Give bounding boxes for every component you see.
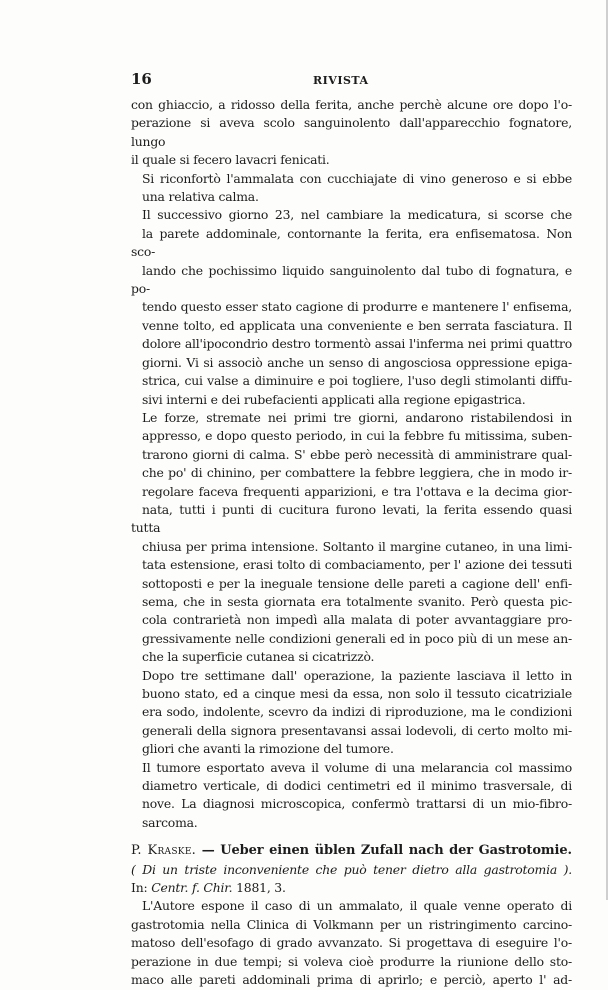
text-line: Le forze, stremate nei primi tre giorni, andarono ristabilendosi in bbox=[142, 409, 572, 425]
text-line: Il tumore esportato aveva il volume di una melarancia col massimo bbox=[142, 759, 572, 775]
text-line: sema, che in sesta giornata era totalmente svanito. Però questa pic- bbox=[142, 593, 572, 609]
text-line: nata, tutti i punti di cucitura furono levati, la ferita essendo quasi tutta bbox=[131, 501, 572, 536]
text-line: tata estensione, erasi tolto di combaciamento, per l' azione dei tessuti bbox=[142, 557, 572, 573]
abstract-title-italian-line bbox=[131, 861, 572, 879]
abstract-dash: — bbox=[196, 843, 221, 859]
running-header bbox=[131, 70, 572, 96]
abstract-title-german: Ueber einen üblen Zufall nach der Gastrotomie. bbox=[220, 843, 572, 859]
text-line: strica, cui valse a diminuire e poi togliere, l'uso degli stimolanti diffu- bbox=[142, 373, 572, 389]
abstract-author: P. Kraske. bbox=[131, 843, 197, 859]
text-line: gressivamente nelle condizioni generali ed in poco più di un mese an- bbox=[142, 630, 572, 646]
abstract-source-line bbox=[131, 879, 572, 897]
text-line: venne tolto, ed applicata una conveniente e ben serrata fasciatura. Il bbox=[142, 317, 572, 333]
text-line: che la superficie cutanea si cicatrizzò. bbox=[142, 649, 375, 665]
text-line: una relativa calma. bbox=[142, 189, 259, 205]
text-line: la parete addominale, contornante la ferita, era enfisematosa. Non sco- bbox=[131, 225, 572, 260]
body-paragraph bbox=[131, 759, 572, 833]
text-line: sarcoma. bbox=[142, 814, 198, 830]
text-line: matoso dell'esofago di grado avvanzato. Si progettava di eseguire l'o- bbox=[131, 935, 572, 951]
text-line: generali della signora presentavansi assai lodevoli, di certo molto mi- bbox=[142, 722, 572, 738]
text-line: regolare faceva frequenti apparizioni, e tra l'ottava e la decima gior- bbox=[142, 483, 572, 499]
text-line: gliori che avanti la rimozione del tumore. bbox=[142, 741, 394, 757]
abstract-source-journal: Centr. f. Chir. bbox=[151, 880, 233, 896]
text-line: gastrotomia nella Clinica di Volkmann per un ristringimento carcino- bbox=[131, 916, 572, 932]
body-paragraph bbox=[131, 667, 572, 759]
text-line: sivi interni e dei rubefacienti applicati alla regione epigastrica. bbox=[142, 391, 526, 407]
text-line: tendo questo esser stato cagione di produrre e mantenere l' enfisema, bbox=[142, 299, 572, 315]
text-line: Dopo tre settimane dall' operazione, la paziente lasciava il letto in bbox=[142, 667, 572, 683]
body-text bbox=[131, 96, 572, 832]
text-line: giorni. Vi si associò anche un senso di angosciosa oppressione epiga- bbox=[142, 354, 572, 370]
text-line: cola contrarietà non impedì alla malata di poter avvantaggiare pro- bbox=[142, 612, 572, 628]
text-line: Si riconfortò l'ammalata con cucchiajate di vino generoso e si ebbe bbox=[142, 170, 572, 186]
text-line: maco alle pareti addominali prima di aprirlo; e perciò, aperto l' ad- bbox=[131, 972, 572, 988]
text-line: il quale si fecero lavacri fenicati. bbox=[131, 152, 330, 168]
abstract-body bbox=[131, 897, 572, 989]
text-line: Il successivo giorno 23, nel cambiare la medicatura, si scorse che bbox=[142, 207, 572, 223]
text-line: buono stato, ed a cinque mesi da essa, non solo il tessuto cicatriziale bbox=[142, 686, 572, 701]
text-line: che po' di chinino, per combattere la febbre leggiera, che in modo ir- bbox=[142, 465, 572, 481]
text-line: trarono giorni di calma. S' ebbe però necessità di amministrare qual- bbox=[142, 446, 572, 462]
body-paragraph bbox=[131, 170, 572, 207]
text-line: L'Autore espone il caso di un ammalato, il quale venne operato di bbox=[142, 898, 572, 914]
abstract-source-detail: 1881, 3. bbox=[232, 880, 286, 896]
text-line: perazione si aveva scolo sanguinolento dall'apparecchio fognatore, lungo bbox=[131, 115, 572, 149]
text-line: diametro verticale, di dodici centimetri ed il minimo trasversale, di bbox=[142, 778, 572, 794]
text-line: chiusa per prima intensione. Soltanto il margine cutaneo, in una limi- bbox=[142, 538, 572, 554]
text-line: con ghiaccio, a ridosso della ferita, anche perchè alcune ore dopo l'o- bbox=[131, 97, 572, 112]
body-paragraph bbox=[131, 96, 572, 170]
book-page bbox=[131, 70, 572, 990]
page-number: 16 bbox=[131, 70, 152, 88]
abstract-citation-line bbox=[131, 842, 572, 860]
text-line: perazione in due tempi; si voleva cioè produrre la riunione dello sto- bbox=[131, 953, 572, 969]
text-line: era sodo, indolente, scevro da indizi di riproduzione, ma le condizioni bbox=[142, 704, 572, 720]
abstract-header bbox=[131, 842, 572, 897]
text-line: sottoposti e per la ineguale tensione delle pareti a cagione dell' enfi- bbox=[142, 575, 572, 591]
text-line: nove. La diagnosi microscopica, confermò trattarsi di un mio-fibro- bbox=[142, 796, 572, 812]
body-paragraph bbox=[131, 206, 572, 408]
text-line: lando che pochissimo liquido sanguinolento dal tubo di fognatura, e po- bbox=[131, 262, 572, 297]
body-paragraph bbox=[131, 409, 572, 667]
abstract-title-italian: ( Di un triste inconveniente che può tener dietro alla gastrotomia ). bbox=[131, 861, 572, 877]
text-line: dolore all'ipocondrio destro tormentò assai l'inferma nei primi quattro bbox=[142, 336, 572, 352]
abstract-source-prefix: In: bbox=[131, 880, 152, 896]
text-line: appresso, e dopo questo periodo, in cui la febbre fu mitissima, suben- bbox=[142, 428, 572, 444]
running-title: RIVISTA bbox=[313, 74, 369, 87]
